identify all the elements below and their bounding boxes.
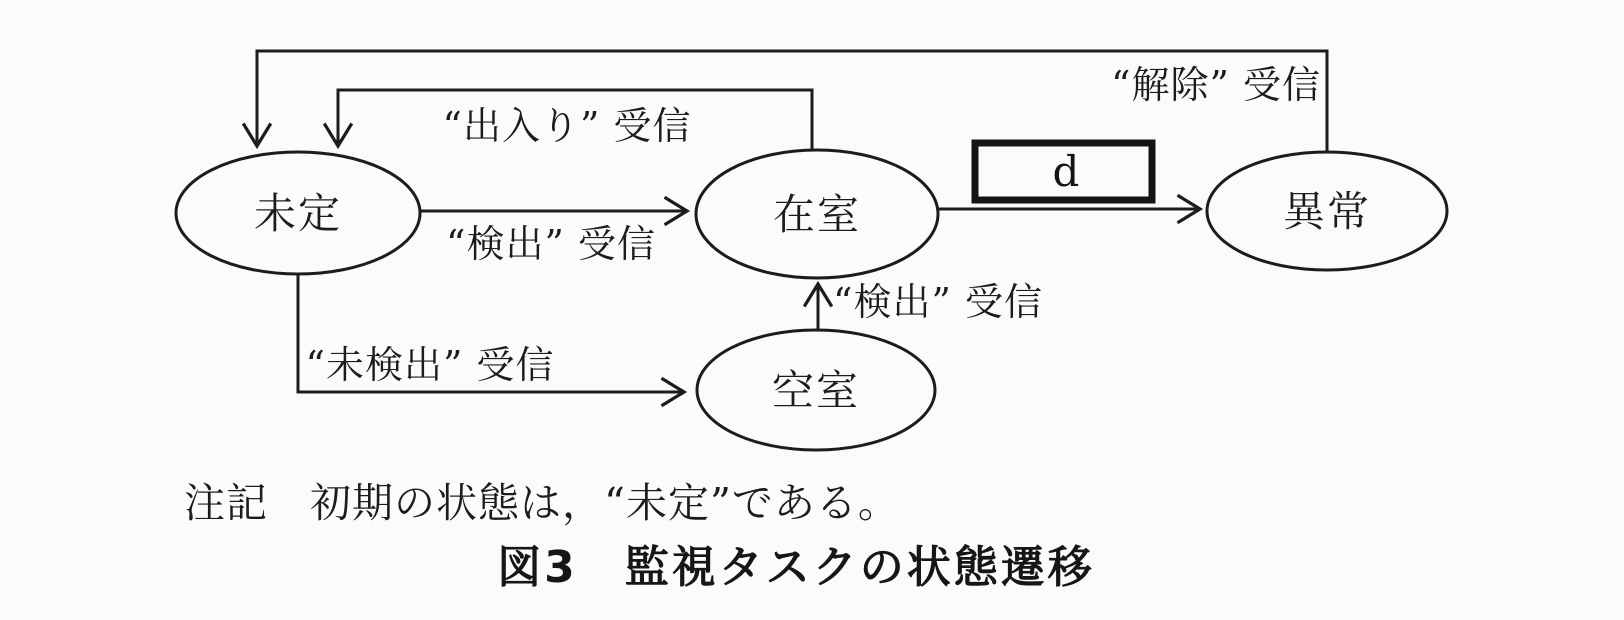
state-kuushitsu-label: 空室	[771, 366, 861, 415]
timer-box-label: d	[1052, 147, 1080, 196]
state-ijou-label: 異常	[1282, 187, 1372, 236]
edge-label-kenshutsu-jushin-2: “検出” 受信	[833, 280, 1043, 324]
state-mitei-label: 未定	[253, 189, 343, 238]
figure-note: 注記 初期の状態は，“未定”である。	[184, 479, 900, 527]
edge-label-kenshutsu-jushin-1: “検出” 受信	[446, 222, 656, 266]
state-zaishitsu-label: 在室	[772, 190, 862, 239]
edge-label-kaijo-jushin: “解除” 受信	[1111, 63, 1321, 107]
edge-label-deiri-jushin: “出入り” 受信	[442, 104, 692, 148]
figure-caption: 図3 監視タスクの状態遷移	[497, 542, 1095, 593]
edge-label-mikenshutsu-jushin: “未検出” 受信	[305, 343, 555, 387]
